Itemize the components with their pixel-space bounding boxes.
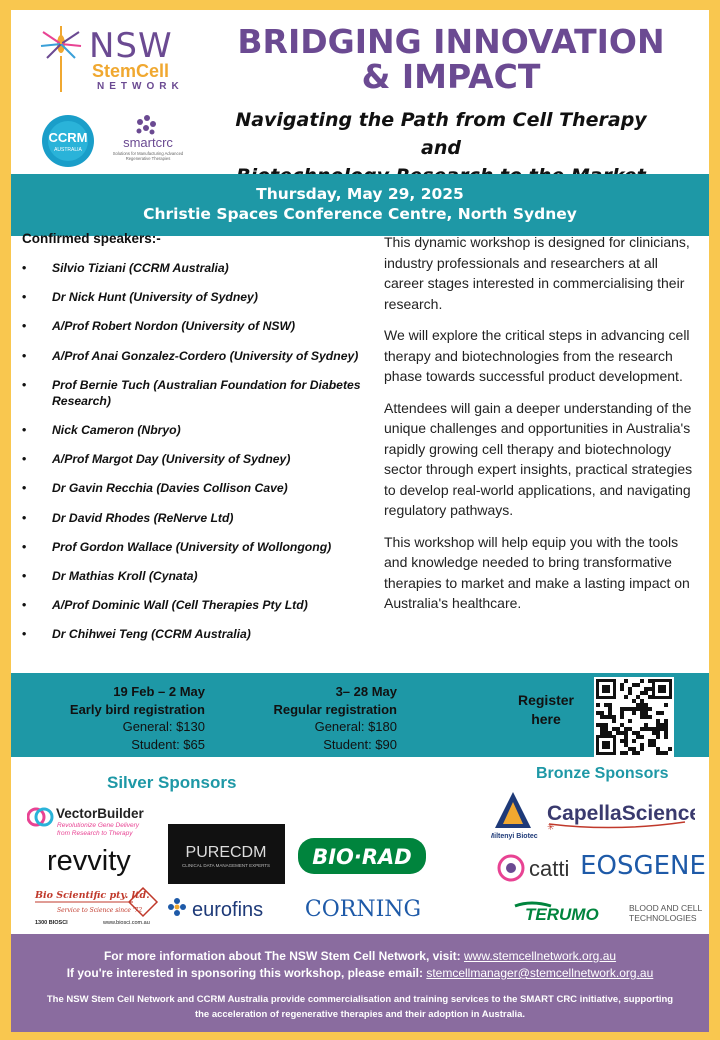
corning-text: CORNING xyxy=(304,897,422,922)
bullet-icon: • xyxy=(22,598,27,613)
flyer-page xyxy=(11,10,709,1032)
bullet-icon: • xyxy=(22,348,27,363)
bullet-icon: • xyxy=(22,452,27,467)
stemcellnetwork-website-link[interactable]: www.stemcellnetwork.org.au xyxy=(463,949,617,963)
capella-text: CapellaScience xyxy=(547,802,695,825)
catti-logo xyxy=(495,850,587,886)
speaker-item xyxy=(22,597,372,613)
speaker-name: Nick Cameron (Nbryo) xyxy=(52,422,181,437)
terumo-tagline-2: TECHNOLOGIES xyxy=(629,913,697,923)
speaker-item xyxy=(22,348,372,364)
purecdm-logo xyxy=(168,824,285,884)
ccrm-logo-sub: AUSTRALIA xyxy=(54,147,82,153)
eosgene-text: EOSGENE xyxy=(581,851,705,881)
speaker-name: A/Prof Margot Day (University of Sydney) xyxy=(52,452,291,467)
early-bird-general-price: General: $130 xyxy=(122,719,205,734)
bullet-icon: • xyxy=(22,627,27,642)
speakers-list xyxy=(22,260,372,655)
workshop-description xyxy=(384,232,700,625)
revvity-logo xyxy=(45,842,149,878)
bullet-icon: • xyxy=(22,422,27,437)
early-bird-dates: 19 Feb – 2 May xyxy=(113,684,205,699)
nsw-stemcell-network-logo xyxy=(37,24,187,94)
bullet-icon: • xyxy=(22,319,27,334)
title-line-1: BRIDGING INNOVATION xyxy=(237,22,665,61)
biorad-logo xyxy=(298,838,426,874)
speaker-item xyxy=(22,377,372,409)
bullet-icon: • xyxy=(22,510,27,525)
smartcrc-tagline-2: Regenerative Therapies xyxy=(125,156,171,161)
smartcrc-tagline-1: Solutions for Manufacturing Advanced xyxy=(112,151,184,156)
page-title xyxy=(221,24,681,94)
miltenyi-text: Miltenyi Biotec xyxy=(491,833,538,840)
bullet-icon: • xyxy=(22,290,27,305)
nsw-logo-text: NSW xyxy=(89,26,173,66)
vectorbuilder-text: VectorBuilder xyxy=(56,806,144,821)
speaker-item xyxy=(22,480,372,496)
early-bird-label: Early bird registration xyxy=(69,701,205,717)
ccrm-australia-logo xyxy=(40,113,96,169)
speaker-item xyxy=(22,568,372,584)
speaker-name: Dr Mathias Kroll (Cynata) xyxy=(52,568,198,583)
speaker-item xyxy=(22,539,372,555)
subtitle-line-1: Navigating the Path from Cell Therapy and xyxy=(235,109,647,159)
bronze-sponsors-heading: Bronze Sponsors xyxy=(536,765,669,782)
speakers-heading: Confirmed speakers:- xyxy=(22,231,161,246)
sponsor-email-link[interactable]: stemcellmanager@stemcellnetwork.org.au xyxy=(426,966,654,980)
speaker-name: Dr David Rhodes (ReNerve Ltd) xyxy=(52,510,234,525)
bioscientific-text: Bio Scientific pty. ltd. xyxy=(35,890,150,901)
speaker-name: Prof Gordon Wallace (University of Wollongong) xyxy=(52,539,332,554)
bioscientific-tagline: Service to Science since '72 xyxy=(57,907,143,914)
speaker-item xyxy=(22,260,372,276)
speaker-name: A/Prof Dominic Wall (Cell Therapies Pty Ltd) xyxy=(52,598,308,613)
footer-sponsor-text: If you're interested in sponsoring this workshop, please email: xyxy=(66,966,423,980)
vectorbuilder-logo xyxy=(27,804,167,838)
svg-text:✳: ✳ xyxy=(547,823,555,832)
registration-band xyxy=(11,673,709,757)
silver-sponsors-heading: Silver Sponsors xyxy=(107,773,237,792)
description-paragraph: This workshop will help equip you with the tools and knowledge needed to bring transformative therapies to market and make a lasting impact on Australia's healthcare. xyxy=(384,533,690,611)
bullet-icon: • xyxy=(22,377,27,392)
event-info-band xyxy=(11,174,709,236)
network-logo-text: NETWORK xyxy=(97,81,184,92)
eurofins-text: eurofins xyxy=(192,899,264,921)
regular-registration xyxy=(251,683,397,753)
catti-text: catti xyxy=(529,856,570,881)
footer-contact xyxy=(11,948,709,982)
terumo-logo xyxy=(511,896,707,926)
speaker-name: Dr Nick Hunt (University of Sydney) xyxy=(52,290,258,305)
register-here-label[interactable]: Register here xyxy=(517,692,575,727)
ccrm-logo-text: CCRM xyxy=(48,130,88,145)
bullet-icon: • xyxy=(22,261,27,275)
terumo-text: TERUMO xyxy=(525,905,599,924)
eurofins-logo xyxy=(166,894,286,926)
bioscientific-web: www.biosci.com.au xyxy=(103,920,150,926)
speaker-item xyxy=(22,451,372,467)
event-venue: Christie Spaces Conference Centre, North Sydney xyxy=(143,205,577,223)
speaker-item xyxy=(22,510,372,526)
speaker-name: Dr Gavin Recchia (Davies Collison Cave) xyxy=(52,481,288,496)
regular-general-price: General: $180 xyxy=(314,719,397,734)
footer-band xyxy=(11,934,709,1032)
speaker-name: A/Prof Robert Nordon (University of NSW) xyxy=(52,319,296,334)
speaker-item xyxy=(22,626,372,642)
description-paragraph: Attendees will gain a deeper understanding of the unique challenges and opportunities in Australia's rapidly growing cell therapy and biotechnology sector through expert insights, practical strategies to develop real-world applications, and navigating regulatory pathways. xyxy=(384,399,693,518)
bullet-icon: • xyxy=(22,539,27,554)
bullet-icon: • xyxy=(22,568,27,583)
stemcell-flower-icon xyxy=(37,24,89,94)
smartcrc-logo xyxy=(109,113,187,165)
footer-info-text: For more information about The NSW Stem Cell Network, visit: xyxy=(103,949,461,963)
purecdm-text: PURECDM xyxy=(185,844,267,861)
regular-dates: 3– 28 May xyxy=(335,684,397,699)
corning-logo xyxy=(297,892,429,924)
regular-student-price: Student: $90 xyxy=(323,736,397,752)
title-line-2: & IMPACT xyxy=(361,57,541,96)
speaker-item xyxy=(22,289,372,305)
speaker-item xyxy=(22,422,372,438)
early-bird-student-price: Student: $65 xyxy=(131,736,205,752)
speaker-name: Dr Chihwei Teng (CCRM Australia) xyxy=(52,627,251,642)
purecdm-tagline: CLINICAL DATA MANAGEMENT EXPERTS xyxy=(181,863,271,868)
speaker-name: A/Prof Anai Gonzalez-Cordero (University of Sydney) xyxy=(52,348,359,363)
vectorbuilder-tagline-1: Revolutionize Gene Delivery xyxy=(57,822,140,829)
terumo-tagline-1: BLOOD AND CELL xyxy=(629,903,703,913)
footer-note: The NSW Stem Cell Network and CCRM Australia provide commercialisation and training services to the SMART CRC initiative, supporting the acceleration of regenerative therapies and their adoption in Australia. xyxy=(46,994,674,1020)
revvity-text: revvity xyxy=(47,845,131,877)
registration-qr-code[interactable] xyxy=(594,677,674,757)
description-paragraph: This dynamic workshop is designed for clinicians, industry professionals and researchers at all career stages interested in commercialising their research. xyxy=(384,234,690,312)
eosgene-logo xyxy=(581,836,705,890)
vectorbuilder-tagline-2: from Research to Therapy xyxy=(57,830,133,837)
description-paragraph: We will explore the critical steps in advancing cell therapy and biotechnologies from the research phase towards successful product development. xyxy=(384,327,690,384)
speaker-name: Prof Bernie Tuch (Australian Foundation for Diabetes Research) xyxy=(52,377,361,408)
event-date: Thursday, May 29, 2025 xyxy=(256,185,464,203)
bullet-icon: • xyxy=(22,481,27,496)
miltenyi-biotec-logo xyxy=(491,788,551,842)
bioscientific-phone: 1300 BIOSCI xyxy=(35,920,68,926)
speaker-item xyxy=(22,318,372,334)
early-bird-registration xyxy=(51,683,205,753)
regular-label: Regular registration xyxy=(273,701,397,717)
stemcell-logo-text: StemCell xyxy=(92,61,170,81)
speaker-name: Silvio Tiziani (CCRM Australia) xyxy=(52,261,229,275)
biorad-text: BIO·RAD xyxy=(312,845,412,869)
bioscientific-logo xyxy=(33,884,163,928)
smartcrc-logo-text: smartcrc xyxy=(123,135,173,150)
capella-science-logo xyxy=(545,796,695,832)
